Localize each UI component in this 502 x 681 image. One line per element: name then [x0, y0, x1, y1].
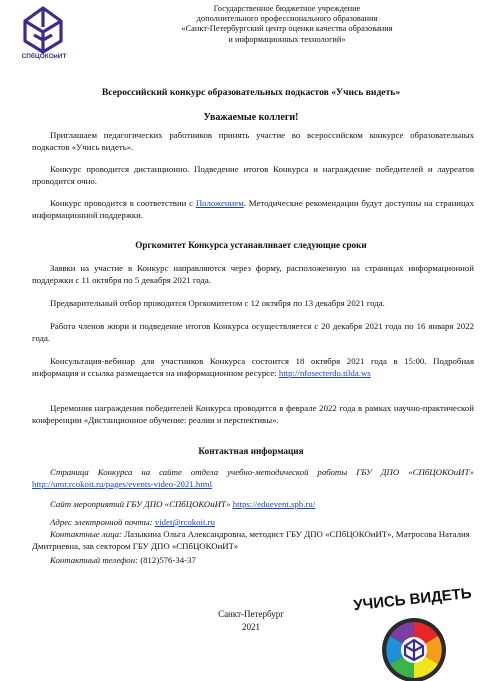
svg-text:УЧИСЬ ВИДЕТЬ: УЧИСЬ ВИДЕТЬ: [352, 584, 473, 615]
deadline-ceremony: Церемония награждения победителей Конкурса проводится в феврале 2022 года в рамках научно-практической конференции «Дистанционное обучение: реалии и перспективы».: [32, 403, 474, 425]
deadline-applications: Заявки на участие в Конкурс направляются через форму, расположенную на страницах информационной поддержки с 11 октября по 5 декабря 2021 года.: [32, 263, 474, 285]
intro-paragraph-1: Приглашаем педагогических работников принять участие во всероссийском конкурсе образовательных подкастов «Учись видеть».: [32, 130, 474, 152]
persons-label: Контактные лица:: [50, 529, 122, 539]
intro-paragraph-3: [32, 198, 474, 221]
phone-label: Контактный телефон:: [50, 555, 138, 565]
org-line: дополнительного профессионального образования: [196, 14, 378, 24]
intro-text: Конкурс проводится в соответствии с: [50, 198, 196, 208]
webinar-text: Консультация-вебинар для участников Конкурса состоится 18 октября 2021 года в 15:00. Подробная информация и ссылка размещается на информационном ресурсе:: [32, 356, 474, 378]
contest-page-link[interactable]: http://umr.rcokoit.ru/pages/events-video-2021.html: [32, 478, 213, 489]
phone-info: [32, 555, 474, 567]
events-site-info: [32, 499, 474, 511]
email-info: [32, 517, 474, 529]
deadline-preselection: Предварительный отбор проводится Оргкомитетом с 12 октября по 13 декабря 2021 года.: [50, 298, 385, 308]
persons-text: Лазыкина Ольга Александровна, методист ГБУ ДПО «СПбЦОКОиИТ», Матросова Наталия Дмитриевна, зав сектором ГБУ ДПО «СПбЦОКОиИТ»: [32, 529, 470, 551]
greeting: Уважаемые коллеги!: [203, 112, 299, 123]
deadline-jury: Работа членов жюри и подведение итогов Конкурса осуществляется с 20 декабря 2021 года по 16 января 2022 года.: [32, 321, 474, 343]
organization-header: [152, 4, 422, 45]
events-label: Сайт мероприятий ГБУ ДПО «СПбЦОКОиИТ»: [50, 499, 231, 509]
events-link[interactable]: https://eduevent.spb.ru/: [232, 499, 316, 509]
city-name: Санкт-Петербург: [218, 609, 284, 619]
email-label: Адрес электронной почты:: [50, 517, 153, 527]
contact-heading: Контактная информация: [198, 446, 304, 456]
email-link[interactable]: videt@rcokoit.ru: [154, 517, 215, 527]
document-title: Всероссийский конкурс образовательных подкастов «Учись видеть»: [101, 87, 401, 98]
org-line: «Санкт-Петербургский центр оценки качества образования: [181, 24, 393, 34]
contest-page-text: Страница Конкурса на сайте отдела учебно-методической работы ГБУ ДПО «СПбЦОКОиИТ»: [50, 467, 474, 477]
logo-caption: СПбЦОКОиИТ: [21, 53, 67, 60]
regulation-link[interactable]: Положением: [195, 198, 244, 208]
deadline-webinar: [32, 356, 474, 379]
phone-number: (812)576-34-37: [140, 555, 196, 565]
intro-text: . Методические рекомендации будут доступны на страницах информационной поддержки.: [32, 198, 475, 220]
footer-location: [196, 608, 306, 634]
persons-info: [32, 529, 474, 552]
org-line: Государственное бюджетное учреждение: [213, 4, 361, 13]
podcast-logo-icon: [338, 584, 488, 681]
year: 2021: [242, 622, 260, 632]
contest-page-info: [32, 467, 474, 490]
webinar-link[interactable]: http://nfosecterdo.tilda.ws: [278, 367, 371, 378]
deadlines-heading: Оргкомитет Конкурса устанавливает следующие сроки: [135, 240, 367, 250]
intro-paragraph-2: Конкурс проводится дистанционно. Подведение итогов Конкурса и награждение победителей и лауреатов проводится очно.: [32, 164, 474, 186]
org-line: и информационных технологий»: [228, 34, 346, 44]
